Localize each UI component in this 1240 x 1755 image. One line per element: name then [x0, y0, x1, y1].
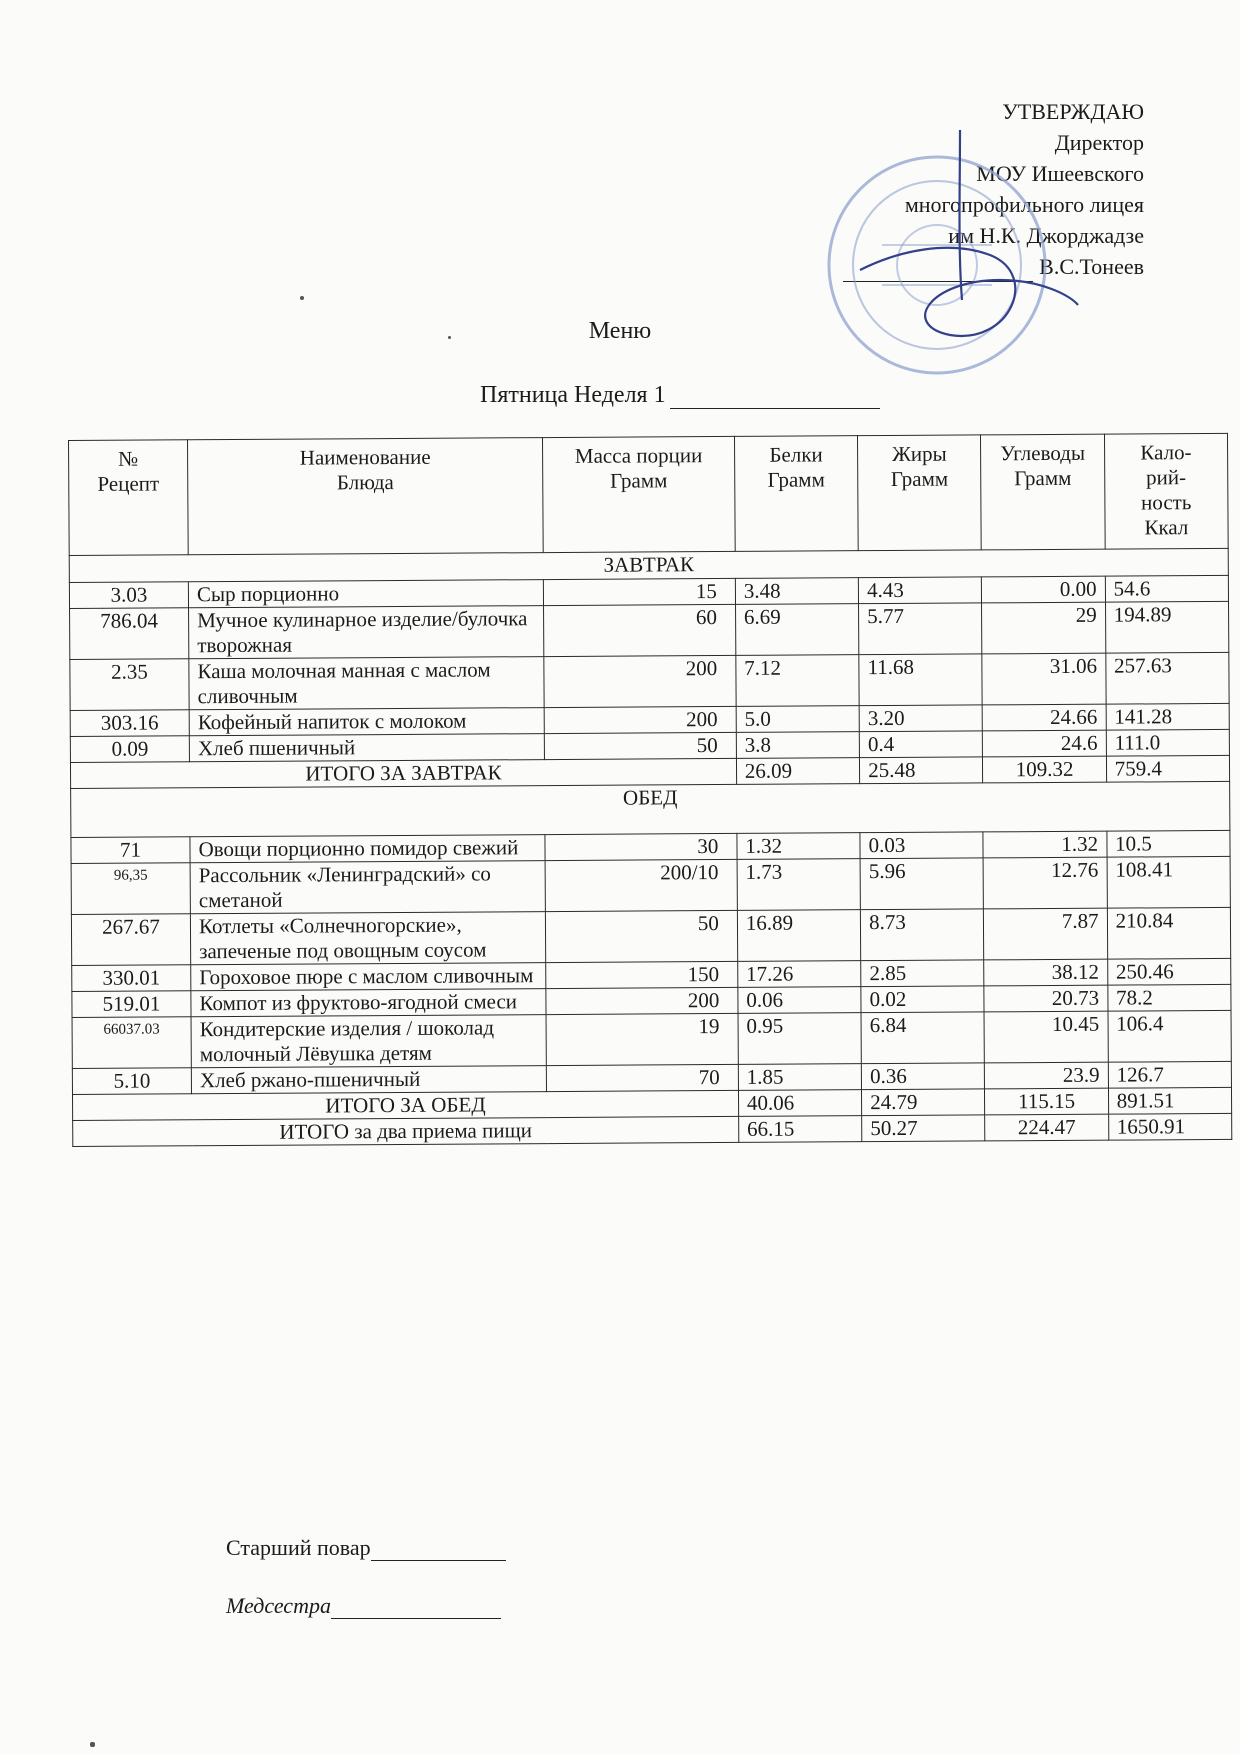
page-subtitle — [480, 382, 880, 409]
cell-fat: 11.68 — [859, 654, 983, 706]
cell-mass: 150 — [546, 961, 738, 988]
cell-carbs: 29 — [982, 602, 1106, 654]
cell-name: Рассольник «Ленинградский» со сметаной — [190, 861, 545, 914]
cook-label: Старший повар — [226, 1535, 371, 1560]
total-kcal: 891.51 — [1108, 1087, 1232, 1114]
cell-code: 519.01 — [72, 991, 191, 1018]
scan-speck — [448, 336, 451, 339]
cell-carbs: 10.45 — [984, 1011, 1108, 1063]
grand-total-carbs: 224.47 — [985, 1114, 1108, 1141]
cell-name: Каша молочная манная с маслом сливочным — [189, 657, 544, 710]
cell-kcal: 210.84 — [1107, 907, 1231, 959]
cell-name: Хлеб ржано-пшеничный — [191, 1066, 546, 1094]
cell-protein: 5.0 — [736, 706, 859, 733]
cell-mass: 19 — [546, 1013, 738, 1065]
cook-signature-line — [371, 1538, 506, 1561]
cell-kcal: 54.6 — [1105, 575, 1229, 602]
cell-protein: 1.85 — [738, 1064, 861, 1091]
grand-total-kcal: 1650.91 — [1108, 1113, 1232, 1140]
total-kcal: 759.4 — [1106, 755, 1230, 782]
cell-name: Овощи порционно помидор свежий — [190, 835, 545, 863]
header-row — [69, 433, 1229, 555]
header-protein: Белки Грамм — [734, 436, 858, 552]
cell-carbs: 31.06 — [982, 653, 1106, 705]
cell-code: 71 — [71, 837, 190, 864]
cell-kcal: 126.7 — [1108, 1061, 1232, 1088]
cell-code: 330.01 — [72, 965, 191, 992]
cell-name: Мучное кулинарное изделие/булочка творожная — [189, 606, 544, 659]
subtitle-line — [670, 384, 880, 409]
cell-mass: 60 — [544, 604, 736, 656]
grand-total-protein: 66.15 — [739, 1116, 862, 1143]
cell-carbs: 24.6 — [983, 730, 1106, 757]
cell-kcal: 108.41 — [1107, 856, 1231, 908]
total-protein: 40.06 — [738, 1090, 861, 1117]
cell-carbs: 20.73 — [984, 985, 1107, 1012]
cell-code: 267.67 — [71, 914, 190, 966]
nurse-signature-row — [226, 1593, 501, 1619]
cell-protein: 7.12 — [736, 655, 860, 707]
cell-name: Кофейный напиток с молоком — [189, 708, 544, 736]
nurse-signature-line — [331, 1596, 501, 1619]
cell-mass: 200 — [546, 987, 738, 1014]
page-title: Меню — [588, 318, 652, 344]
cell-fat: 3.20 — [859, 705, 982, 732]
cell-fat: 5.77 — [859, 603, 983, 655]
cell-mass: 30 — [545, 833, 737, 860]
cell-code: 303.16 — [70, 710, 189, 737]
cell-protein: 16.89 — [737, 910, 861, 962]
nurse-label: Медсестра — [226, 1593, 331, 1618]
scan-speck — [300, 296, 304, 300]
cell-code: 0.09 — [70, 736, 189, 763]
cell-name: Котлеты «Солнечногорские», запеченые под овощным соусом — [190, 912, 545, 965]
cell-fat: 0.03 — [860, 832, 983, 859]
cell-carbs: 38.12 — [984, 959, 1107, 986]
cell-kcal: 194.89 — [1105, 601, 1229, 653]
cell-kcal: 141.28 — [1106, 703, 1230, 730]
cook-signature-row — [226, 1535, 506, 1561]
cell-fat: 4.43 — [858, 577, 981, 604]
cell-mass: 15 — [543, 578, 735, 605]
cell-kcal: 106.4 — [1108, 1010, 1232, 1062]
cell-name: Хлеб пшеничный — [189, 734, 544, 762]
cell-protein: 3.48 — [735, 578, 858, 605]
total-carbs: 109.32 — [983, 756, 1106, 783]
cell-protein: 17.26 — [738, 961, 861, 988]
cell-fat: 6.84 — [861, 1012, 985, 1064]
approval-title: УТВЕРЖДАЮ — [1002, 99, 1144, 124]
cell-name: Гороховое пюре с маслом сливочным — [191, 963, 546, 991]
day-week-label: Пятница Неделя 1 — [480, 382, 666, 408]
cell-kcal: 78.2 — [1108, 984, 1232, 1011]
cell-kcal: 10.5 — [1107, 830, 1231, 857]
cell-protein: 0.95 — [738, 1013, 862, 1065]
total-fat: 24.79 — [862, 1089, 985, 1116]
cell-mass: 50 — [545, 910, 737, 962]
total-carbs: 115.15 — [985, 1088, 1108, 1115]
cell-code: 66037.03 — [72, 1017, 191, 1069]
cell-code: 5.10 — [72, 1068, 191, 1095]
cell-fat: 8.73 — [861, 909, 985, 961]
section-title: ОБЕД — [71, 781, 1230, 837]
cell-protein: 3.8 — [736, 732, 859, 759]
header-name: Наименование Блюда — [188, 438, 544, 555]
approval-position: Директор — [1054, 130, 1144, 155]
cell-name: Кондитерские изделия / шоколад молочный Лёвушка детям — [191, 1015, 546, 1068]
cell-protein: 1.32 — [737, 833, 860, 860]
total-protein: 26.09 — [736, 758, 859, 785]
grand-total-fat: 50.27 — [862, 1115, 985, 1142]
cell-carbs: 24.66 — [983, 704, 1106, 731]
header-mass: Масса порции Грамм — [543, 436, 735, 552]
section-lunch — [71, 781, 1230, 837]
table-row — [70, 601, 1229, 659]
cell-carbs: 7.87 — [984, 908, 1108, 960]
header-fat: Жиры Грамм — [858, 435, 982, 551]
cell-code: 96,35 — [71, 863, 190, 915]
total-fat: 25.48 — [860, 757, 983, 784]
cell-kcal: 250.46 — [1107, 958, 1231, 985]
cell-mass: 70 — [546, 1064, 738, 1091]
grand-total-label: ИТОГО за два приема пищи — [73, 1116, 739, 1146]
cell-protein: 6.69 — [735, 604, 859, 656]
cell-mass: 200 — [544, 706, 736, 733]
cell-code: 786.04 — [70, 608, 189, 660]
cell-protein: 1.73 — [737, 859, 861, 911]
cell-code: 3.03 — [69, 582, 188, 609]
total-label: ИТОГО ЗА ЗАВТРАК — [70, 758, 736, 788]
header-carbs: Углеводы Грамм — [981, 434, 1105, 550]
scan-speck — [90, 1742, 95, 1747]
cell-name: Сыр порционно — [188, 580, 543, 608]
cell-mass: 200 — [544, 655, 736, 707]
cell-kcal: 111.0 — [1106, 729, 1230, 756]
cell-name: Компот из фруктово-ягодной смеси — [191, 989, 546, 1017]
cell-carbs: 1.32 — [983, 831, 1106, 858]
approval-org-type: многопрофильного лицея — [904, 192, 1144, 217]
header-kcal: Кало- рий- ность Ккал — [1104, 433, 1228, 549]
cell-carbs: 0.00 — [982, 576, 1105, 603]
cell-fat: 5.96 — [860, 858, 984, 910]
menu-table — [68, 433, 1232, 1147]
table-row — [71, 907, 1230, 965]
cell-fat: 0.4 — [859, 731, 982, 758]
cell-protein: 0.06 — [738, 987, 861, 1014]
cell-fat: 0.36 — [861, 1063, 984, 1090]
table-row — [71, 856, 1230, 914]
approval-org: МОУ Ишеевского — [976, 161, 1144, 186]
approval-org-name: им Н.К. Джорджадзе — [948, 223, 1144, 248]
header-code: № Рецепт — [69, 440, 189, 556]
cell-kcal: 257.63 — [1105, 652, 1229, 704]
total-label: ИТОГО ЗА ОБЕД — [72, 1090, 738, 1120]
table-row — [70, 652, 1229, 710]
cell-mass: 200/10 — [545, 859, 737, 911]
table-row — [72, 1010, 1231, 1068]
approval-signatory: В.С.Тонеев — [1039, 254, 1144, 279]
cell-fat: 2.85 — [861, 960, 984, 987]
cell-code: 2.35 — [70, 659, 189, 711]
section-title: ЗАВТРАК — [69, 548, 1228, 582]
cell-mass: 50 — [544, 732, 736, 759]
cell-fat: 0.02 — [861, 986, 984, 1013]
cell-carbs: 23.9 — [985, 1062, 1108, 1089]
cell-carbs: 12.76 — [983, 857, 1107, 909]
